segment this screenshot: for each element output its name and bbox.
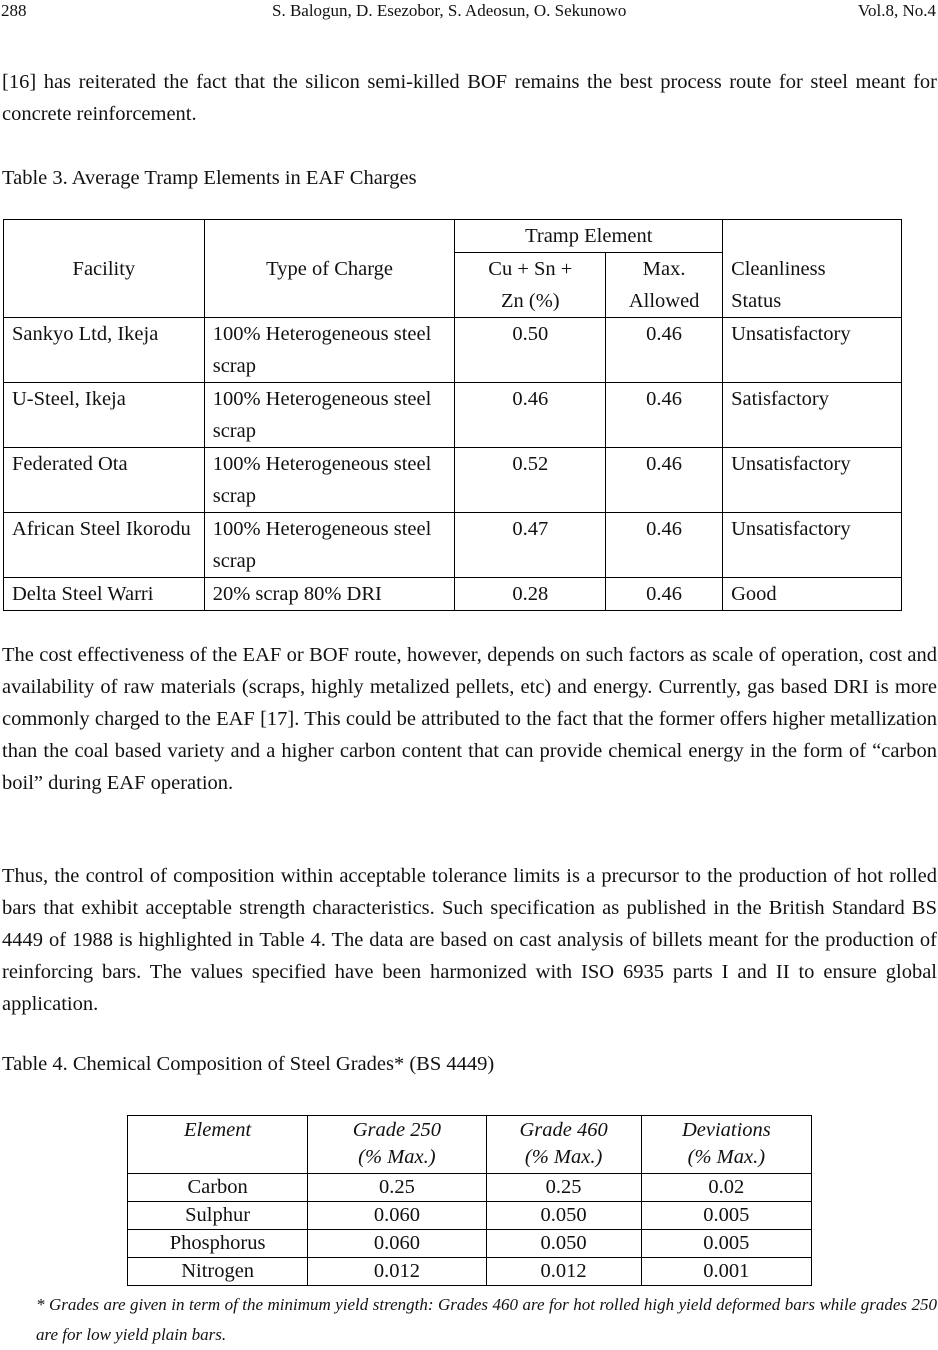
- grade250-header-unit: (% Max.): [358, 1146, 436, 1168]
- facility-cell: Sankyo Ltd, Ikeja: [4, 318, 205, 383]
- table4-header-element: Element: [128, 1116, 308, 1174]
- status-cell: Satisfactory: [723, 383, 902, 448]
- running-header: [0, 0, 938, 26]
- table-row: [128, 1202, 812, 1230]
- element-cell: Sulphur: [128, 1202, 308, 1230]
- table3: [3, 219, 902, 611]
- table-row: [4, 578, 902, 611]
- facility-cell: Delta Steel Warri: [4, 578, 205, 611]
- max-allowed-cell: 0.46: [606, 578, 723, 611]
- deviation-cell: 0.005: [641, 1230, 811, 1258]
- max-allowed-cell: 0.46: [606, 318, 723, 383]
- table-row: [4, 513, 902, 578]
- deviation-cell: 0.001: [641, 1258, 811, 1286]
- table3-header-status: [723, 220, 902, 318]
- deviation-cell: 0.02: [641, 1174, 811, 1202]
- status-header-line2: Status: [731, 290, 782, 312]
- table-row: [4, 383, 902, 448]
- table-row: [128, 1258, 812, 1286]
- deviations-header-label: Deviations: [681, 1119, 771, 1141]
- header-volume: Vol.8, No.4: [857, 1, 936, 20]
- table3-header-tramp-element: Tramp Element: [455, 220, 723, 253]
- paragraph-2: The cost effectiveness of the EAF or BOF route, however, depends on such factors as scale of operation, cost and availability of raw materials (scraps, highly metalized pellets, etc) and energy. Currently, gas based DRI is more commonly charged to the EAF [17]. This could be attributed to the fact that the former offers higher metallization than the coal based variety and a higher carbon content that can provide chemical energy in the form of “carbon boil” during EAF operation.: [2, 644, 937, 794]
- element-cell: Nitrogen: [128, 1258, 308, 1286]
- cu-sn-zn-cell: 0.28: [455, 578, 606, 611]
- grade460-cell: 0.25: [486, 1174, 641, 1202]
- table-row: [128, 1230, 812, 1258]
- page-number: 288: [1, 1, 27, 20]
- max-allowed-cell: 0.46: [606, 513, 723, 578]
- cu-sn-zn-cell: 0.52: [455, 448, 606, 513]
- table-row: [128, 1174, 812, 1202]
- charge-type-cell: 100% Heterogeneous steel scrap: [204, 513, 455, 578]
- cu-header-line2: Zn (%): [500, 290, 560, 312]
- max-header-line1: Max.: [642, 258, 686, 280]
- table4-header-grade250: [308, 1116, 486, 1174]
- charge-type-cell: 20% scrap 80% DRI: [204, 578, 455, 611]
- table3-header-facility: Facility: [4, 220, 205, 318]
- paragraph-3: Thus, the control of composition within acceptable tolerance limits is a precursor to the production of hot rolled bars that exhibit acceptable strength characteristics. Such specification as published in the British Standard BS 4449 of 1988 is highlighted in Table 4. The data are based on cast analysis of billets meant for the production of reinforcing bars. The values specified have been harmonized with ISO 6935 parts I and II to ensure global application.: [2, 865, 937, 1015]
- element-cell: Phosphorus: [128, 1230, 308, 1258]
- table4-header-deviations: [641, 1116, 811, 1174]
- paragraph-1: [16] has reiterated the fact that the silicon semi-killed BOF remains the best process route for steel meant for concrete reinforcement.: [2, 71, 937, 125]
- max-header-line2: Allowed: [628, 290, 700, 312]
- status-cell: Unsatisfactory: [723, 318, 902, 383]
- table3-header-type: Type of Charge: [204, 220, 455, 318]
- grade250-header-label: Grade 250: [352, 1119, 441, 1141]
- element-cell: Carbon: [128, 1174, 308, 1202]
- table3-header-max-allowed: [606, 253, 723, 318]
- facility-cell: U-Steel, Ikeja: [4, 383, 205, 448]
- status-cell: Unsatisfactory: [723, 513, 902, 578]
- table3-header-cu-sn-zn: [455, 253, 606, 318]
- grade460-header-label: Grade 460: [519, 1119, 608, 1141]
- grade250-cell: 0.060: [308, 1230, 486, 1258]
- deviation-cell: 0.005: [641, 1202, 811, 1230]
- cu-header-line1: Cu + Sn +: [488, 258, 573, 280]
- grade250-cell: 0.25: [308, 1174, 486, 1202]
- status-cell: Good: [723, 578, 902, 611]
- facility-cell: African Steel Ikorodu: [4, 513, 205, 578]
- facility-cell: Federated Ota: [4, 448, 205, 513]
- table3-caption: Table 3. Average Tramp Elements in EAF Charges: [2, 167, 417, 189]
- max-allowed-cell: 0.46: [606, 448, 723, 513]
- grade460-cell: 0.050: [486, 1230, 641, 1258]
- status-cell: Unsatisfactory: [723, 448, 902, 513]
- deviations-header-unit: (% Max.): [687, 1146, 766, 1168]
- grade250-cell: 0.060: [308, 1202, 486, 1230]
- table-row: [4, 318, 902, 383]
- charge-type-cell: 100% Heterogeneous steel scrap: [204, 448, 455, 513]
- table-row: [4, 448, 902, 513]
- cu-sn-zn-cell: 0.47: [455, 513, 606, 578]
- header-authors: S. Balogun, D. Esezobor, S. Adeosun, O. Sekunowo: [272, 1, 627, 20]
- table4: [127, 1115, 812, 1286]
- cu-sn-zn-cell: 0.46: [455, 383, 606, 448]
- grade460-cell: 0.050: [486, 1202, 641, 1230]
- table4-footnote: * Grades are given in term of the minimum yield strength: Grades 460 are for hot rolled high yield deformed bars while grades 250 are for low yield plain bars.: [36, 1295, 937, 1344]
- grade250-cell: 0.012: [308, 1258, 486, 1286]
- cu-sn-zn-cell: 0.50: [455, 318, 606, 383]
- charge-type-cell: 100% Heterogeneous steel scrap: [204, 383, 455, 448]
- grade460-header-unit: (% Max.): [524, 1146, 603, 1168]
- table4-header-grade460: [486, 1116, 641, 1174]
- table4-caption: Table 4. Chemical Composition of Steel Grades* (BS 4449): [2, 1053, 495, 1075]
- max-allowed-cell: 0.46: [606, 383, 723, 448]
- grade460-cell: 0.012: [486, 1258, 641, 1286]
- charge-type-cell: 100% Heterogeneous steel scrap: [204, 318, 455, 383]
- status-header-line1: Cleanliness: [731, 258, 826, 280]
